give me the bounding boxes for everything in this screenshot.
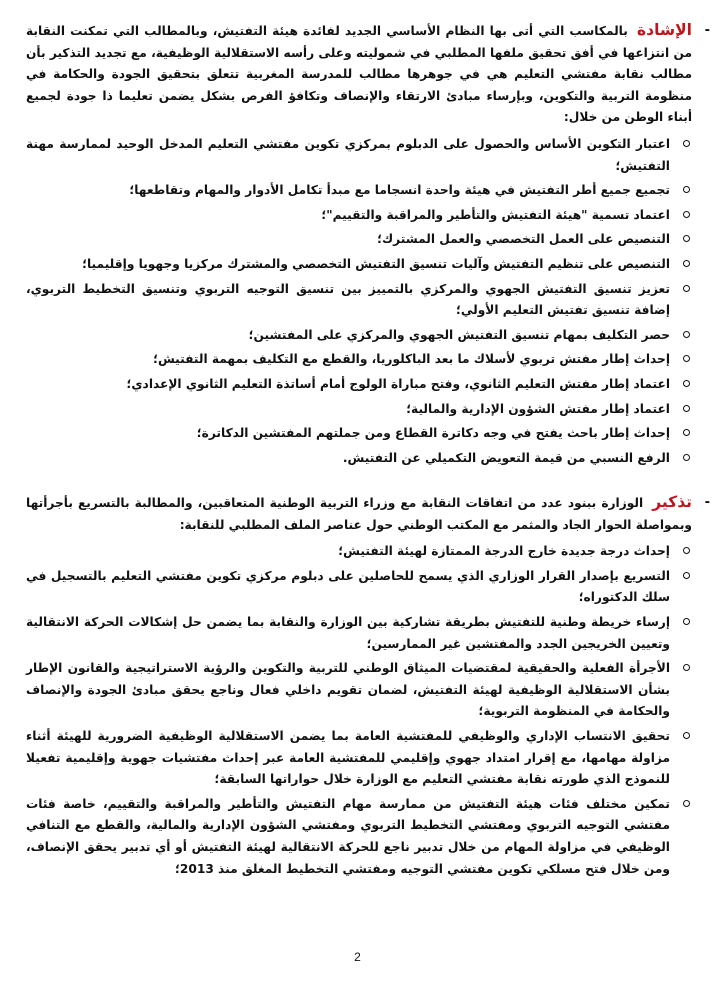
circle-bullet-icon: [683, 260, 690, 267]
reminder-list: [26, 541, 692, 880]
list-item: حصر التكليف بمهام تنسيق التفتيش الجهوي والمركزي على المفتشين؛: [26, 325, 692, 347]
section-reminder: [26, 492, 710, 880]
dash-marker: -: [704, 495, 710, 510]
circle-bullet-icon: [683, 211, 690, 218]
circle-bullet-icon: [683, 454, 690, 461]
list-item: التسريع بإصدار القرار الوزاري الذي يسمح للحاصلين على دبلوم مركزي تكوين مفتشي التعليم بالتسجيل في سلك الدكتوراه؛: [26, 566, 692, 609]
section-intro: [26, 492, 710, 536]
circle-bullet-icon: [683, 429, 690, 436]
page-number: 2: [354, 950, 361, 964]
list-item: اعتماد إطار مفتش الشؤون الإدارية والمالية؛: [26, 399, 692, 421]
list-item: التنصيص على العمل التخصصي والعمل المشترك؛: [26, 229, 692, 251]
dash-marker: -: [704, 23, 710, 38]
list-item: تمكين مختلف فئات هيئة التفتيش من ممارسة مهام التفتيش والتأطير والمراقبة والتقييم، خاصة فئات مفتشي التوجيه التربوي ومفتشي التخطيط التربوي ومفتشي الشؤون الإدارية والمالية، والقطع مع التنافي الوظيفي في مزاولة المهام من خلال تدبير ناجع للحركة الانتقالية لهيئة التفتيش أو أي تدبير يحقق الإنصاف، ومن خلال فتح مسلكي تكوين مفتشي التوجيه ومفتشي التخطيط المغلق منذ 2013؛: [26, 794, 692, 880]
section-commendation: [26, 20, 710, 469]
section-intro-text: بالمكاسب التي أتى بها النظام الأساسي الجديد لفائدة هيئة التفتيش، وبالمطالب التي تمكنت النقابة من انتزاعها في أفق تحقيق ملفها المطلبي في شموليته وعلى رأسه الاستقلالية الوظيفية، مع تجديد التذكير بأن مطالب نقابة مفتشي التعليم هي في جوهرها مطالب للمدرسة المغربية تتعلق بتحقيق الجودة والحكامة في منظومة التربية والتكوين، وبإرساء مبادئ الارتقاء والإنصاف وتكافؤ الفرص بشكل يضمن تعليما ذا جودة لجميع أبناء الوطن من خلال:: [26, 24, 692, 125]
list-item: تحقيق الانتساب الإداري والوظيفي للمفتشية العامة بما يضمن الاستقلالية الوظيفية الضرورية للهيئة أثناء مزاولة مهامها، مع إقرار امتداد جهوي وإقليمي للمفتشية العامة عبر إحداث مفتشيات جهوية وإقليمية تفعيلا للنموذج الذي طورته نقابة مفتشي التعليم مع الوزارة خلال حواراتها السابقة؛: [26, 726, 692, 791]
list-item: التنصيص على تنظيم التفتيش وآليات تنسيق التفتيش التخصصي والمشترك مركزيا وجهويا وإقليميا؛: [26, 254, 692, 276]
circle-bullet-icon: [683, 355, 690, 362]
circle-bullet-icon: [683, 732, 690, 739]
section-keyword: تذكير: [652, 493, 692, 511]
list-item: تعزيز تنسيق التفتيش الجهوي والمركزي بالتمييز بين تنسيق التوجيه التربوي وتنسيق التخطيط التربوي، إضافة تنسيق تفتيش التعليم الأولي؛: [26, 279, 692, 322]
circle-bullet-icon: [683, 331, 690, 338]
list-item: تجميع جميع أطر التفتيش في هيئة واحدة انسجاما مع مبدأ تكامل الأدوار والمهام وتقاطعها؛: [26, 180, 692, 202]
list-item: إحداث إطار باحث يفتح في وجه دكاترة القطاع ومن جملتهم المفتشين الدكاترة؛: [26, 423, 692, 445]
section-intro-text: الوزارة ببنود عدد من اتفاقات النقابة مع وزراء التربية الوطنية المتعاقبين، والمطالبة بالتسريع بأجرأتها وبمواصلة الحوار الجاد والمثمر مع المكتب الوطني حول عناصر الملف المطلبي للنقابة:: [26, 496, 692, 532]
list-item: إرساء خريطة وطنية للتفتيش بطريقة تشاركية بين الوزارة والنقابة بما يضمن حل إشكالات الحركة الانتقالية وتعيين الخريجين الجدد والمفتشين غير الممارسين؛: [26, 612, 692, 655]
section-keyword: الإشادة: [636, 21, 692, 39]
circle-bullet-icon: [683, 285, 690, 292]
list-item: إحداث إطار مفتش تربوي لأسلاك ما بعد الباكلوريا، والقطع مع التكليف بمهمة التفتيش؛: [26, 349, 692, 371]
circle-bullet-icon: [683, 186, 690, 193]
circle-bullet-icon: [683, 618, 690, 625]
section-intro: [26, 20, 710, 129]
circle-bullet-icon: [683, 572, 690, 579]
circle-bullet-icon: [683, 140, 690, 147]
circle-bullet-icon: [683, 547, 690, 554]
list-item: الأجرأة الفعلية والحقيقية لمقتضيات الميثاق الوطني للتربية والتكوين والرؤية الاستراتيجية والقانون الإطار بشأن الاستقلالية الوظيفية لهيئة التفتيش، لضمان تقويم داخلي فعال وناجع يحقق مبادئ الجودة والإنصاف والحكامة في المنظومة التربوية؛: [26, 658, 692, 723]
list-item: اعتماد تسمية "هيئة التفتيش والتأطير والمراقبة والتقييم"؛: [26, 205, 692, 227]
list-item: اعتماد إطار مفتش التعليم الثانوي، وفتح مباراة الولوج أمام أساتذة التعليم الثانوي الإعدادي؛: [26, 374, 692, 396]
circle-bullet-icon: [683, 405, 690, 412]
list-item: إحداث درجة جديدة خارج الدرجة الممتازة لهيئة التفتيش؛: [26, 541, 692, 563]
circle-bullet-icon: [683, 380, 690, 387]
circle-bullet-icon: [683, 800, 690, 807]
commendation-list: [26, 134, 692, 469]
circle-bullet-icon: [683, 664, 690, 671]
list-item: اعتبار التكوين الأساس والحصول على الدبلوم بمركزي تكوين مفتشي التعليم المدخل الوحيد لممارسة مهنة التفتيش؛: [26, 134, 692, 177]
list-item: الرفع النسبي من قيمة التعويض التكميلي عن التفتيش.: [26, 448, 692, 470]
circle-bullet-icon: [683, 235, 690, 242]
